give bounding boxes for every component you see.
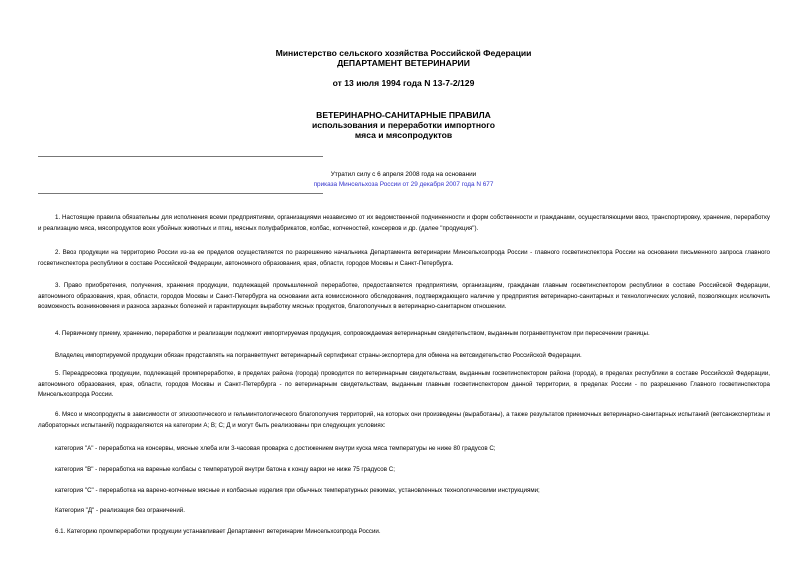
category-d: Категория "Д" - реализация без ограничений. bbox=[55, 507, 185, 514]
repeal-order-link[interactable]: приказа Минсельхоза России от 29 декабря 2007 года N 677 bbox=[313, 181, 494, 188]
paragraph-6 bbox=[38, 410, 770, 431]
category-a: категория "А" - переработка на консервы, мясные хлеба или 3-часовая проварка с достижением внутри куска мяса температуры не ниже 80 градусов С; bbox=[55, 445, 496, 452]
paragraph-1-text: 1. Настоящие правила обязательны для исполнения всеми предприятиями, организациями независимо от их ведомственной подчиненности и форм собственности и гражданами, осуществляющими ввоз, транспортировку, хранение, переработку и реализацию мяса, мясопродуктов всех убойных животных и птиц, мясных полуфабрикатов, колбас, копченостей, консервов и др. (далее "продукция"). bbox=[38, 214, 770, 232]
paragraph-4-text: 4. Первичному приему, хранению, переработке и реализации подлежит импортируемая продукция, сопровождаемая ветеринарным свидетельством, выданным погранветпунктом при пересечении границы. bbox=[55, 330, 650, 337]
document-date-number: от 13 июля 1994 года N 13-7-2/129 bbox=[332, 78, 475, 88]
paragraph-4 bbox=[38, 329, 770, 340]
status-note: Утратил силу с 6 апреля 2008 года на основании bbox=[330, 171, 477, 178]
paragraph-owner bbox=[38, 351, 770, 362]
divider-top bbox=[38, 156, 323, 157]
category-b: категория "В" - переработка на вареные колбасы с температурой внутри батона к концу варки не ниже 75 градусов С; bbox=[55, 466, 395, 473]
divider-bottom bbox=[38, 193, 323, 194]
paragraph-2 bbox=[38, 248, 770, 269]
document-subtitle-1: использования и переработки импортного bbox=[312, 120, 495, 130]
paragraph-6-text: 6. Мясо и мясопродукты в зависимости от эпизоотического и гельминтологического благополучия территорий, на которых они произведены (выработаны), а также результатов приемочных ветеринарно-санитарных испытаний (ветсанэкспертизы и лабораторных испытаний) подразделяются на категории А; В; С; Д и могут быть реализованы при следующих условиях: bbox=[38, 411, 770, 429]
paragraph-1 bbox=[38, 213, 770, 234]
ministry-name: Министерство сельского хозяйства Российской Федерации bbox=[275, 48, 532, 58]
category-c: категория "С" - переработка на варено-копченые мясные и колбасные изделия при обычных температурных режимах, установленных технологическими инструкциями; bbox=[55, 487, 540, 494]
paragraph-3-text: 3. Право приобретения, получения, хранения продукции, подлежащей промышленной переработке, предоставляется предприятиям, организациям, гражданам главным госветинспектором республики в составе Российской Федерации, автономного образования, края, области, городов Москвы и Санкт-Петербурга на основании акта комиссионного обследования, подтверждающего наличие у предприятия ветеринарно-санитарных и технологических условий, позволяющих исключить возможность возникновения и разноса заразных болезней и гарантирующих выработку мясных продуктов, благополучных в ветеринарно-санитарном отношении. bbox=[38, 282, 770, 310]
paragraph-owner-text: Владелец импортируемой продукции обязан представлять на погранветпункт ветеринарный сертификат страны-экспортера для обмена на ветсвидетельство Российской Федерации. bbox=[55, 352, 582, 359]
paragraph-2-text: 2. Ввоз продукции на территорию России из-за ее пределов осуществляется по разрешению начальника Департамента ветеринарии Минсельхозпрода России - главного госветинспектора России на основании письменного запроса главного госветинспектора республики в составе Российской Федерации, автономного образования, края, области, городов Москвы и Санкт-Петербурга. bbox=[38, 249, 770, 267]
department-name: ДЕПАРТАМЕНТ ВЕТЕРИНАРИИ bbox=[337, 58, 470, 68]
document-title: ВЕТЕРИНАРНО-САНИТАРНЫЕ ПРАВИЛА bbox=[316, 110, 491, 120]
paragraph-6-1: 6.1. Категорию промпереработки продукции устанавливает Департамент ветеринарии Минсельхозпрода России. bbox=[55, 528, 381, 535]
document-subtitle-2: мяса и мясопродуктов bbox=[354, 130, 453, 140]
paragraph-5-text: 5. Переадресовка продукции, подлежащей промпереработке, в пределах района (города) проводится по ветеринарным свидетельствам, выданным госветинспектором района (города), в пределах республики в составе Российской Федерации, автономного образования, края, области, городов Москвы и Санкт-Петербурга - по ветеринарным свидетельствам, выданным главным госветинспектором данной территории, в пределах России - по разрешению Главного госветинспектора Минсельхозпрода России. bbox=[38, 370, 770, 398]
paragraph-3 bbox=[38, 281, 770, 313]
paragraph-5 bbox=[38, 369, 770, 401]
